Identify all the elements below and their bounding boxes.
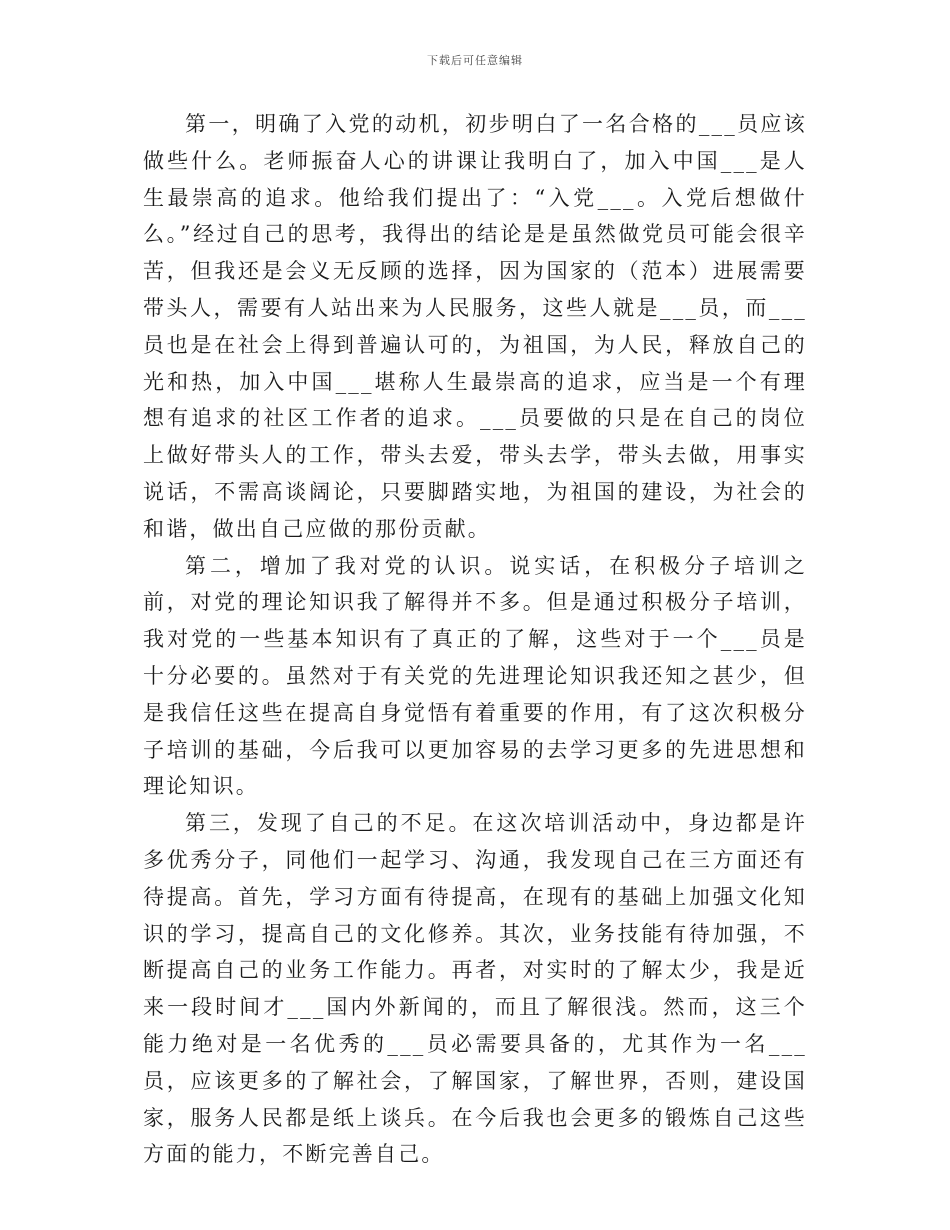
paragraph-1: 第一，明确了入党的动机，初步明白了一名合格的___员应该做些什么。老师振奋人心的讲课让我明白了，加入中国___是人生最崇高的追求。他给我们提出了：“入党___。入党后想做什么。”经过自己的思考，我得出的结论是是虽然做党员可能会很辛苦，但我还是会义无反顾的选择，因为国家的（范本）进展需要带头人，需要有人站出来为人民服务，这些人就是___员，而___员也是在社会上得到普遍认可的，为祖国，为人民，释放自己的光和热，加入中国___堪称人生最崇高的追求，应当是一个有理想有追求的社区工作者的追求。___员要做的只是在自己的岗位上做好带头人的工作，带头去爱，带头去学，带头去做，用事实说话，不需高谈阔论，只要脚踏实地，为祖国的建设，为社会的和谐，做出自己应做的那份贡献。 [143,112,807,541]
paragraph-3: 第三，发现了自己的不足。在这次培训活动中，身边都是许多优秀分子，同他们一起学习、沟通，我发现自己在三方面还有待提高。首先，学习方面有待提高，在现有的基础上加强文化知识的学习，提高自己的文化修养。其次，业务技能有待加强，不断提高自己的业务工作能力。再者，对实时的了解太少，我是近来一段时间才___国内外新闻的，而且了解很浅。然而，这三个能力绝对是一名优秀的___员必需要具备的，尤其作为一名___员，应该更多的了解社会，了解国家，了解世界，否则，建设国家，服务人民都是纸上谈兵。在今后我也会更多的锻炼自己这些方面的能力，不断完善自己。 [143,811,807,1167]
document-body [143,106,807,1173]
paragraph-2: 第二，增加了我对党的认识。说实话，在积极分子培训之前，对党的理论知识我了解得并不多。但是通过积极分子培训，我对党的一些基本知识有了真正的了解，这些对于一个___员是十分必要的。虽然对于有关党的先进理论知识我还知之甚少，但是我信任这些在提高自身觉悟有着重要的作用，有了这次积极分子培训的基础，今后我可以更加容易的去学习更多的先进思想和理论知识。 [143,553,807,799]
page-header-note: 下载后可任意编辑 [427,54,523,67]
